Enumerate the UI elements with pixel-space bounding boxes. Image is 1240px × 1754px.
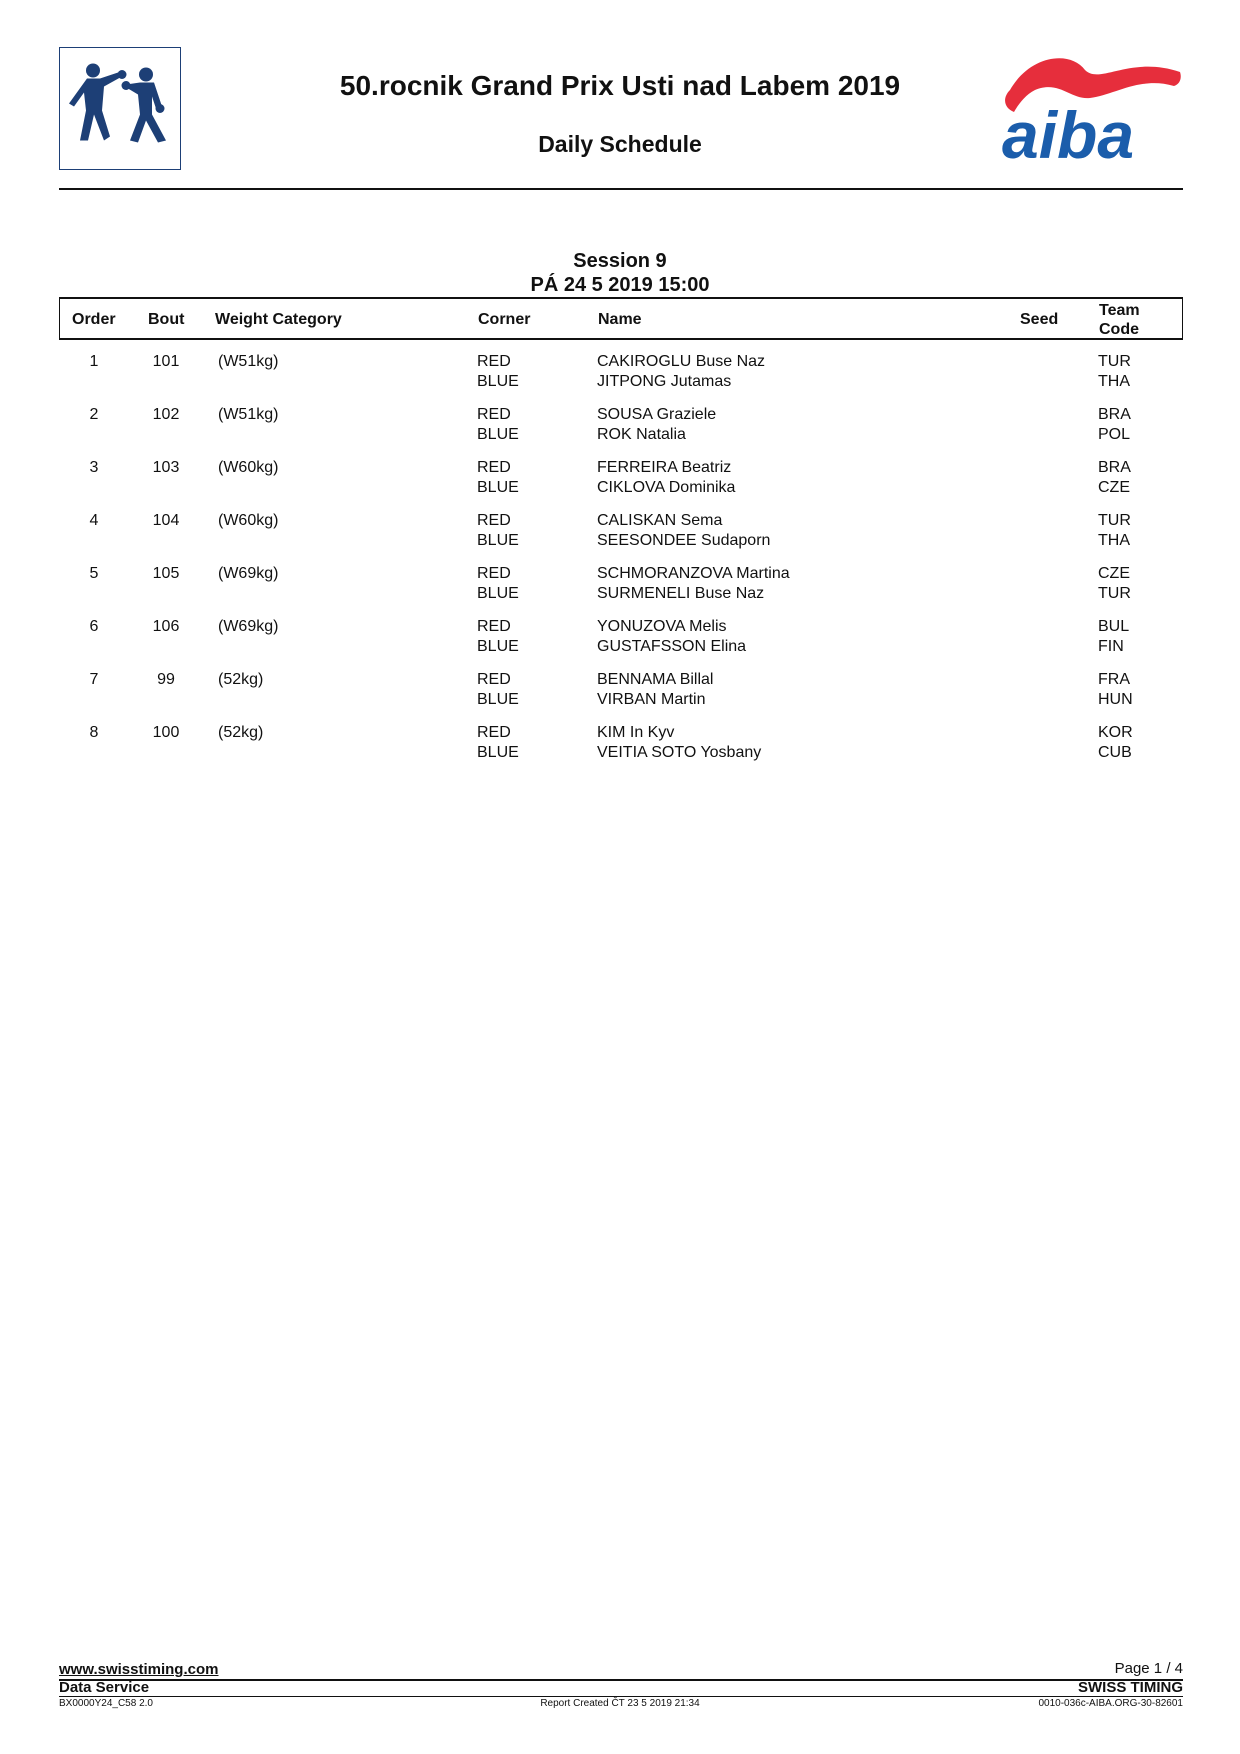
order-cell: 4 — [89, 512, 99, 529]
team-cell — [1098, 405, 1131, 445]
blue-boxer-name: SEESONDEE Sudaporn — [597, 532, 771, 549]
bout-cell: 106 — [152, 618, 180, 635]
footer-divider-thin — [59, 1696, 1183, 1697]
red-boxer-name: FERREIRA Beatriz — [597, 459, 732, 476]
corner-cell — [477, 458, 519, 498]
footer-website-link[interactable]: www.swisstiming.com — [59, 1661, 219, 1678]
header-divider — [59, 188, 1183, 190]
column-team-line1: Team — [1099, 302, 1140, 319]
red-corner: RED — [477, 353, 511, 370]
table-header — [59, 297, 1183, 340]
corner-cell — [477, 352, 519, 392]
blue-team-code: CZE — [1098, 479, 1130, 496]
corner-cell — [477, 670, 519, 710]
team-cell — [1098, 617, 1129, 657]
red-team-code: TUR — [1098, 512, 1131, 529]
page-title: 50.rocnik Grand Prix Usti nad Labem 2019 — [339, 70, 901, 101]
blue-team-code: THA — [1098, 532, 1130, 549]
name-cell — [597, 617, 746, 657]
blue-boxer-name: VEITIA SOTO Yosbany — [597, 744, 762, 761]
team-cell — [1098, 723, 1133, 763]
red-boxer-name: BENNAMA Billal — [597, 671, 714, 688]
page-subtitle: Daily Schedule — [538, 131, 702, 157]
red-team-code: CZE — [1098, 565, 1130, 582]
bout-cell: 105 — [152, 565, 180, 582]
order-cell: 8 — [89, 724, 99, 741]
bout-cell: 102 — [152, 406, 180, 423]
red-boxer-name: SCHMORANZOVA Martina — [597, 565, 790, 582]
weight-cell: (W60kg) — [218, 459, 279, 476]
blue-team-code: HUN — [1098, 691, 1133, 708]
red-corner: RED — [477, 406, 511, 423]
blue-boxer-name: VIRBAN Martin — [597, 691, 706, 708]
red-team-code: BUL — [1098, 618, 1130, 635]
blue-boxer-name: ROK Natalia — [597, 426, 686, 443]
bout-cell: 99 — [157, 671, 175, 688]
blue-team-code: THA — [1098, 373, 1130, 390]
column-seed: Seed — [1020, 311, 1059, 328]
weight-cell: (W69kg) — [218, 618, 279, 635]
bout-list — [0, 352, 1240, 776]
table-row — [0, 723, 1240, 776]
blue-corner: BLUE — [477, 638, 519, 655]
red-team-code: KOR — [1098, 724, 1133, 741]
page-number: Page 1 / 4 — [1114, 1660, 1183, 1677]
red-boxer-name: YONUZOVA Melis — [597, 618, 727, 635]
report-created: Report Created ČT 23 5 2019 21:34 — [540, 1698, 700, 1709]
bout-cell: 103 — [152, 459, 180, 476]
red-corner: RED — [477, 671, 511, 688]
red-boxer-name: CALISKAN Sema — [597, 512, 723, 529]
footer-divider — [59, 1679, 1183, 1681]
column-name: Name — [598, 311, 642, 328]
corner-cell — [477, 723, 519, 763]
blue-corner: BLUE — [477, 532, 519, 549]
weight-cell: (52kg) — [218, 671, 264, 688]
column-team-line2: Code — [1099, 321, 1139, 338]
order-cell: 7 — [89, 671, 99, 688]
blue-corner: BLUE — [477, 373, 519, 390]
red-corner: RED — [477, 565, 511, 582]
team-cell — [1098, 670, 1133, 710]
column-weight-category: Weight Category — [215, 311, 342, 328]
blue-team-code: CUB — [1098, 744, 1132, 761]
blue-corner: BLUE — [477, 585, 519, 602]
table-row — [0, 617, 1240, 670]
red-boxer-name: CAKIROGLU Buse Naz — [597, 353, 766, 370]
footer-swiss-timing: SWISS TIMING — [1078, 1679, 1183, 1696]
table-row — [0, 670, 1240, 723]
aiba-logo-text: aiba — [1002, 98, 1135, 165]
report-code: BX0000Y24_C58 2.0 — [59, 1698, 153, 1709]
red-corner: RED — [477, 618, 511, 635]
order-cell: 6 — [89, 618, 99, 635]
weight-cell: (W60kg) — [218, 512, 279, 529]
table-row — [0, 564, 1240, 617]
column-order: Order — [72, 311, 116, 328]
corner-cell — [477, 511, 519, 551]
corner-cell — [477, 405, 519, 445]
red-corner: RED — [477, 724, 511, 741]
table-row — [0, 458, 1240, 511]
red-corner: RED — [477, 459, 511, 476]
column-team-code — [1099, 301, 1140, 339]
name-cell — [597, 405, 716, 445]
team-cell — [1098, 511, 1131, 551]
team-cell — [1098, 352, 1131, 392]
blue-corner: BLUE — [477, 744, 519, 761]
blue-boxer-name: JITPONG Jutamas — [597, 373, 732, 390]
session-title: Session 9 — [573, 250, 667, 272]
name-cell — [597, 352, 765, 392]
name-cell — [597, 458, 735, 498]
red-boxer-name: KIM In Kyv — [597, 724, 675, 741]
red-team-code: TUR — [1098, 353, 1131, 370]
column-bout: Bout — [148, 311, 185, 328]
order-cell: 1 — [89, 353, 99, 370]
red-team-code: BRA — [1098, 459, 1131, 476]
red-team-code: BRA — [1098, 406, 1131, 423]
table-row — [0, 405, 1240, 458]
red-corner: RED — [477, 512, 511, 529]
blue-team-code: FIN — [1098, 638, 1124, 655]
order-cell: 5 — [89, 565, 99, 582]
weight-cell: (W51kg) — [218, 406, 279, 423]
report-reference: 0010-036c-AIBA.ORG-30-82601 — [1038, 1698, 1183, 1709]
team-cell — [1098, 564, 1131, 604]
corner-cell — [477, 617, 519, 657]
name-cell — [597, 723, 761, 763]
table-row — [0, 511, 1240, 564]
corner-cell — [477, 564, 519, 604]
column-corner: Corner — [478, 311, 531, 328]
bout-cell: 101 — [152, 353, 180, 370]
name-cell — [597, 564, 790, 604]
aiba-logo — [990, 50, 1185, 165]
team-cell — [1098, 458, 1131, 498]
blue-corner: BLUE — [477, 426, 519, 443]
name-cell — [597, 511, 770, 551]
order-cell: 2 — [89, 406, 99, 423]
name-cell — [597, 670, 713, 710]
red-team-code: FRA — [1098, 671, 1130, 688]
table-row — [0, 352, 1240, 405]
weight-cell: (W69kg) — [218, 565, 279, 582]
weight-cell: (52kg) — [218, 724, 264, 741]
bout-cell: 104 — [152, 512, 180, 529]
red-boxer-name: SOUSA Graziele — [597, 406, 717, 423]
order-cell: 3 — [89, 459, 99, 476]
bout-cell: 100 — [152, 724, 180, 741]
footer-data-service: Data Service — [59, 1679, 150, 1696]
session-date: PÁ 24 5 2019 15:00 — [530, 274, 710, 296]
blue-boxer-name: SURMENELI Buse Naz — [597, 585, 765, 602]
blue-team-code: TUR — [1098, 585, 1131, 602]
blue-corner: BLUE — [477, 691, 519, 708]
blue-boxer-name: GUSTAFSSON Elina — [597, 638, 747, 655]
blue-boxer-name: CIKLOVA Dominika — [597, 479, 736, 496]
blue-team-code: POL — [1098, 426, 1131, 443]
blue-corner: BLUE — [477, 479, 519, 496]
weight-cell: (W51kg) — [218, 353, 279, 370]
